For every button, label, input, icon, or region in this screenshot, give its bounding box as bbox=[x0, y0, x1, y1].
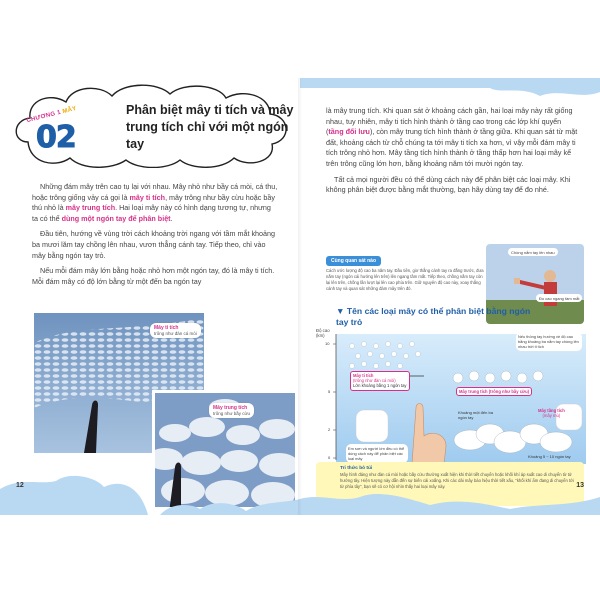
right-body-text bbox=[326, 106, 580, 201]
paragraph-5: Tất cả mọi người đều có thể dùng cách này để phân biệt các loại mây. Khi không phân biệt được bằng mắt thường, bạn hãy dùng tay để đo nhé. bbox=[326, 174, 571, 195]
diagram-bubble-2: Em sơn và người lớn đều có thể dùng cách này để phân biệt các loại mây bbox=[346, 444, 408, 463]
observe-text: Cách ước lượng độ cao ba năm tay. Đầu tiên, giơ thẳng cánh tay ra đằng trước, đưa nắm tay (ngón cái hướng lên trên) lên ngang tầm mắt. Tiếp theo, chồng nắm tay còn lại lên trên, chồng lần lượt lại lên cao phía trên. Giữ nguyên độ cao này, xoay thẳng cánh tay và quan sát những đám mây trên đó. bbox=[326, 268, 484, 291]
label-cirrocumulus: Mây ti tích (trông như đàn cá mòi) Lớn khoảng bằng 1 ngón tay bbox=[350, 371, 410, 391]
man-label-stack: Chồng nắm tay lên nhau bbox=[508, 248, 558, 256]
book-spread bbox=[0, 78, 600, 515]
knowledge-text: Mây hình đáng như đàn cá mòi hoặc bầy cừu thường xuất hiện khi thời tiết chuyển hoặc khối khí áp suất cao di chuyển từ tử hướng tây. Hiện tượng này dẫn đến sự biến cải xoắng. Khi các dải mây báo hiệu thời tiết xấu, "khối khí ẩm đang di chuyển tới từ phía tây", bạn sẽ có cơ hội nhìn thấy hai loại mây này. bbox=[340, 472, 574, 489]
page-title: Phân biệt mây ti tích và mây trung tích chỉ với một ngón tay bbox=[126, 103, 294, 151]
altocumulus-label: Mây trung tích trông như bầy cừu bbox=[209, 403, 254, 418]
label-stratocumulus-size: Khoảng 5 ~ 10 ngón tay bbox=[528, 454, 571, 459]
right-page bbox=[300, 78, 600, 515]
knowledge-title: Tri thức bỏ túi bbox=[340, 466, 373, 471]
paragraph-1: Những đám mây trên cao tụ lại với nhau. Mây nhỏ như bầy cá mòi, cá thu, hoặc trông giống vảy cá gọi là mây ti tích, mây trông như bầy cừu hoặc bầy thú nhỏ là mây trung tích. Hai loại mây này có hình dạng tương tự, nhưng ta có thể dùng một ngón tay để phân biệt. bbox=[32, 182, 278, 223]
book-gutter bbox=[298, 78, 302, 515]
paragraph-4: là mây trung tích. Khi quan sát ở khoảng cách gần, hai loại mây này rất giống nhau, tuy nhiên, mây ti tích hình thành ở tầng cao trong các lớp khí quyển (tầng đối lưu), còn mây trung tích hình thành ở tầng giữa. Khi quan sát từ mặt đất, khoảng cách từ chỗ chúng ta tới mây ti tích xa hơn, vì vậy mỗi đám mây ti tích trông nhỏ hơn. Mây tầng tích hình thành ở tầng thấp hơn hai loại mây kể trên trông cũng lớn hơn, bằng khoảng năm tới mười ngón tay. bbox=[326, 106, 578, 168]
observe-tag: Cùng quan sát nào bbox=[326, 256, 381, 266]
page-number-right: 13 bbox=[576, 482, 584, 489]
bottom-cloud-border-right bbox=[300, 469, 600, 515]
y-tick-10: 10 bbox=[325, 341, 330, 346]
diagram-bubble-1: Nếu thông tay hướng về độ cao bằng khoảng ba nắm tay chồng lên nhau trời ti tích bbox=[516, 332, 582, 351]
page-number-left: 12 bbox=[16, 482, 24, 489]
diagram-title: ▼ Tên các loại mây có thể phân biệt bằng ngón tay trỏ bbox=[336, 306, 531, 327]
y-tick-5: 5 bbox=[328, 389, 331, 394]
label-altocumulus: Mây trung tích (trông như bầy cừu) bbox=[456, 387, 532, 396]
chapter-number: 02 bbox=[36, 120, 76, 155]
paragraph-3: Nếu mỗi đám mây lớn bằng hoặc nhỏ hơn một ngón tay, đó là mây ti tích. Mỗi đám mây có độ lớn bằng từ một đến ba ngón tay bbox=[32, 266, 275, 286]
y-tick-0: 0 bbox=[328, 455, 331, 460]
man-label-eye: Đo cao ngang tầm mắt bbox=[536, 294, 582, 302]
label-stratocumulus: Mây tầng tích (mây mù) bbox=[538, 408, 565, 419]
y-tick-2: 2 bbox=[328, 427, 331, 432]
paragraph-2: Đầu tiên, hướng về vùng trời cách khoảng trời ngang với tầm mắt khoảng ba mươi lăm tay chồng lên nhau, vươn thẳng cánh tay. Tiếp theo, chỉ vào mây bằng ngón tay trỏ. bbox=[32, 229, 276, 260]
bottom-cloud-border bbox=[0, 469, 300, 515]
chapter-tag: CHƯƠNG 1 MÂY bbox=[26, 105, 78, 125]
left-body-text bbox=[32, 182, 278, 292]
y-axis-label: Độ cao (km) bbox=[316, 328, 330, 338]
left-page bbox=[0, 78, 300, 515]
cirrocumulus-label: Mây ti tích trông như đàn cá mòi bbox=[150, 323, 201, 338]
label-altocumulus-size: Khoảng một đến ba ngón tay bbox=[458, 410, 493, 420]
cloud-finger-diagram bbox=[316, 328, 586, 464]
